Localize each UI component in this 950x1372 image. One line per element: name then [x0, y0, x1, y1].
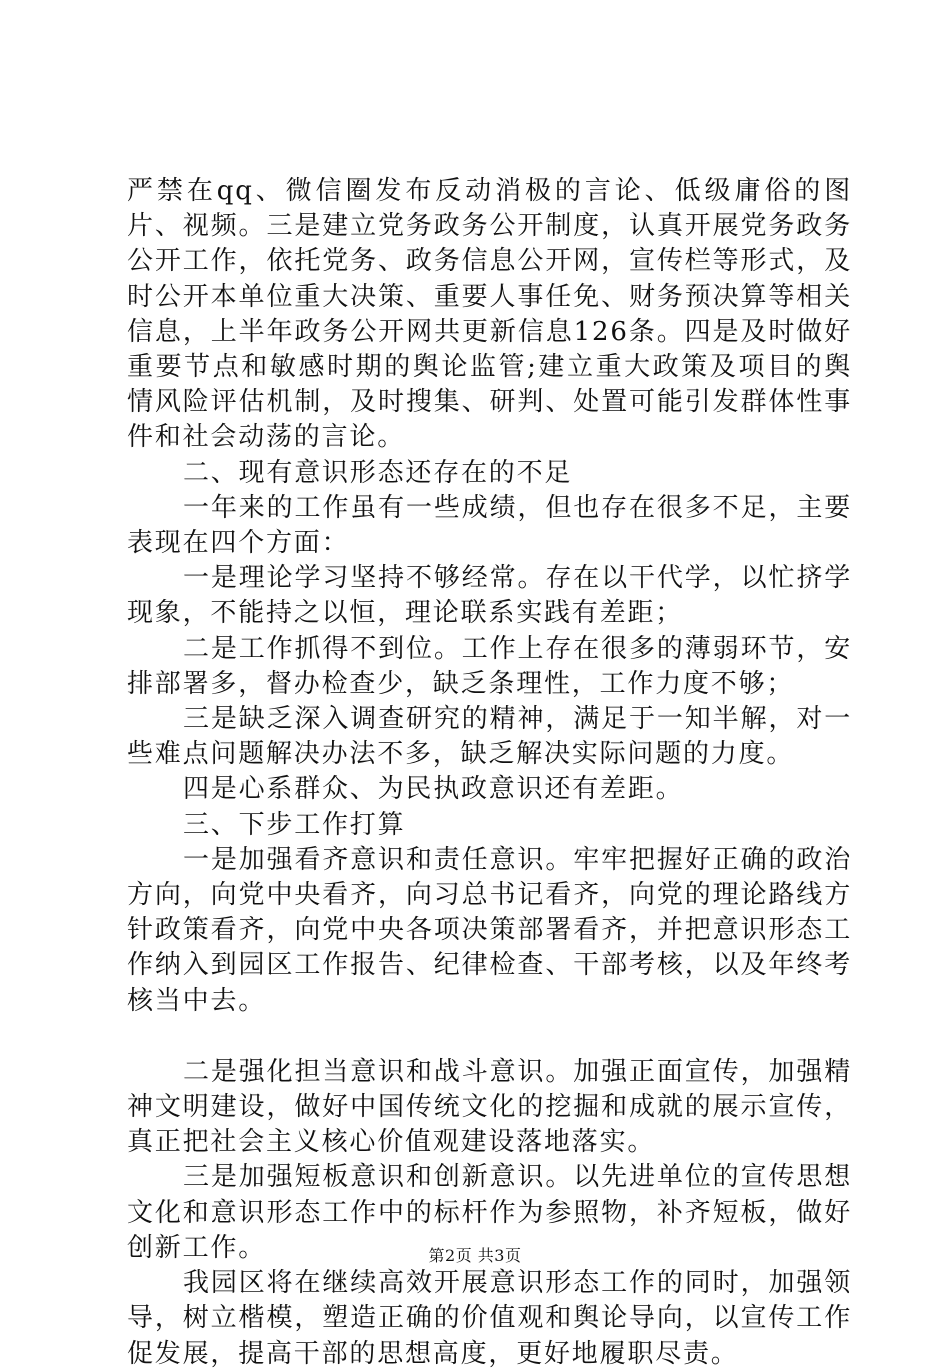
paragraph-7: 四是心系群众、为民执政意识还有差距。	[183, 774, 684, 805]
section-heading-3: 三、下步工作打算	[183, 809, 406, 840]
paragraph-4: 一是理论学习坚持不够经常。存在以干代学，以忙挤学现象，不能持之以恒，理论联系实践有差距；	[127, 563, 852, 629]
document-body	[127, 174, 852, 1372]
paragraph-5: 二是工作抓得不到位。工作上存在很多的薄弱环节，安排部署多，督办检查少，缺乏条理性，工作力度不够；	[127, 633, 852, 699]
paragraph-9: 一是加强看齐意识和责任意识。牢牢把握好正确的政治方向，向党中央看齐，向习总书记看齐，向党的理论路线方针政策看齐，向党中央各项决策部署看齐，并把意识形态工作纳入到园区工作报告、纪律检查、干部考核，以及年终考核当中去。	[127, 844, 852, 1016]
paragraph-1: 严禁在qq、微信圈发布反动消极的言论、低级庸俗的图片、视频。三是建立党务政务公开制度，认真开展党务政务公开工作，依托党务、政务信息公开网，宣传栏等形式，及时公开本单位重大决策、重要人事任免、财务预决算等相关信息，上半年政务公开网共更新信息126条。四是及时做好重要节点和敏感时期的舆论监管;建立重大政策及项目的舆情风险评估机制，及时搜集、研判、处置可能引发群体性事件和社会动荡的言论。	[127, 176, 852, 453]
paragraph-3: 一年来的工作虽有一些成绩，但也存在很多不足，主要表现在四个方面：	[127, 492, 852, 559]
paragraph-10: 二是强化担当意识和战斗意识。加强正面宣传，加强精神文明建设，做好中国传统文化的挖掘和成就的展示宣传，真正把社会主义核心价值观建设落地落实。	[127, 1056, 852, 1158]
paragraph-12: 我园区将在继续高效开展意识形态工作的同时，加强领导，树立楷模，塑造正确的价值观和舆论导向，以宣传工作促发展，提高干部的思想高度，更好地履职尽责。	[127, 1268, 852, 1369]
page-footer: 第2页 共3页	[428, 1246, 522, 1265]
paragraph-11: 三是加强短板意识和创新意识。以先进单位的宣传思想文化和意识形态工作中的标杆作为参照物，补齐短板，做好创新工作。	[127, 1162, 852, 1263]
section-heading-2: 二、现有意识形态还存在的不足	[183, 457, 573, 488]
paragraph-6: 三是缺乏深入调查研究的精神，满足于一知半解，对一些难点问题解决办法不多，缺乏解决实际问题的力度。	[127, 704, 852, 770]
